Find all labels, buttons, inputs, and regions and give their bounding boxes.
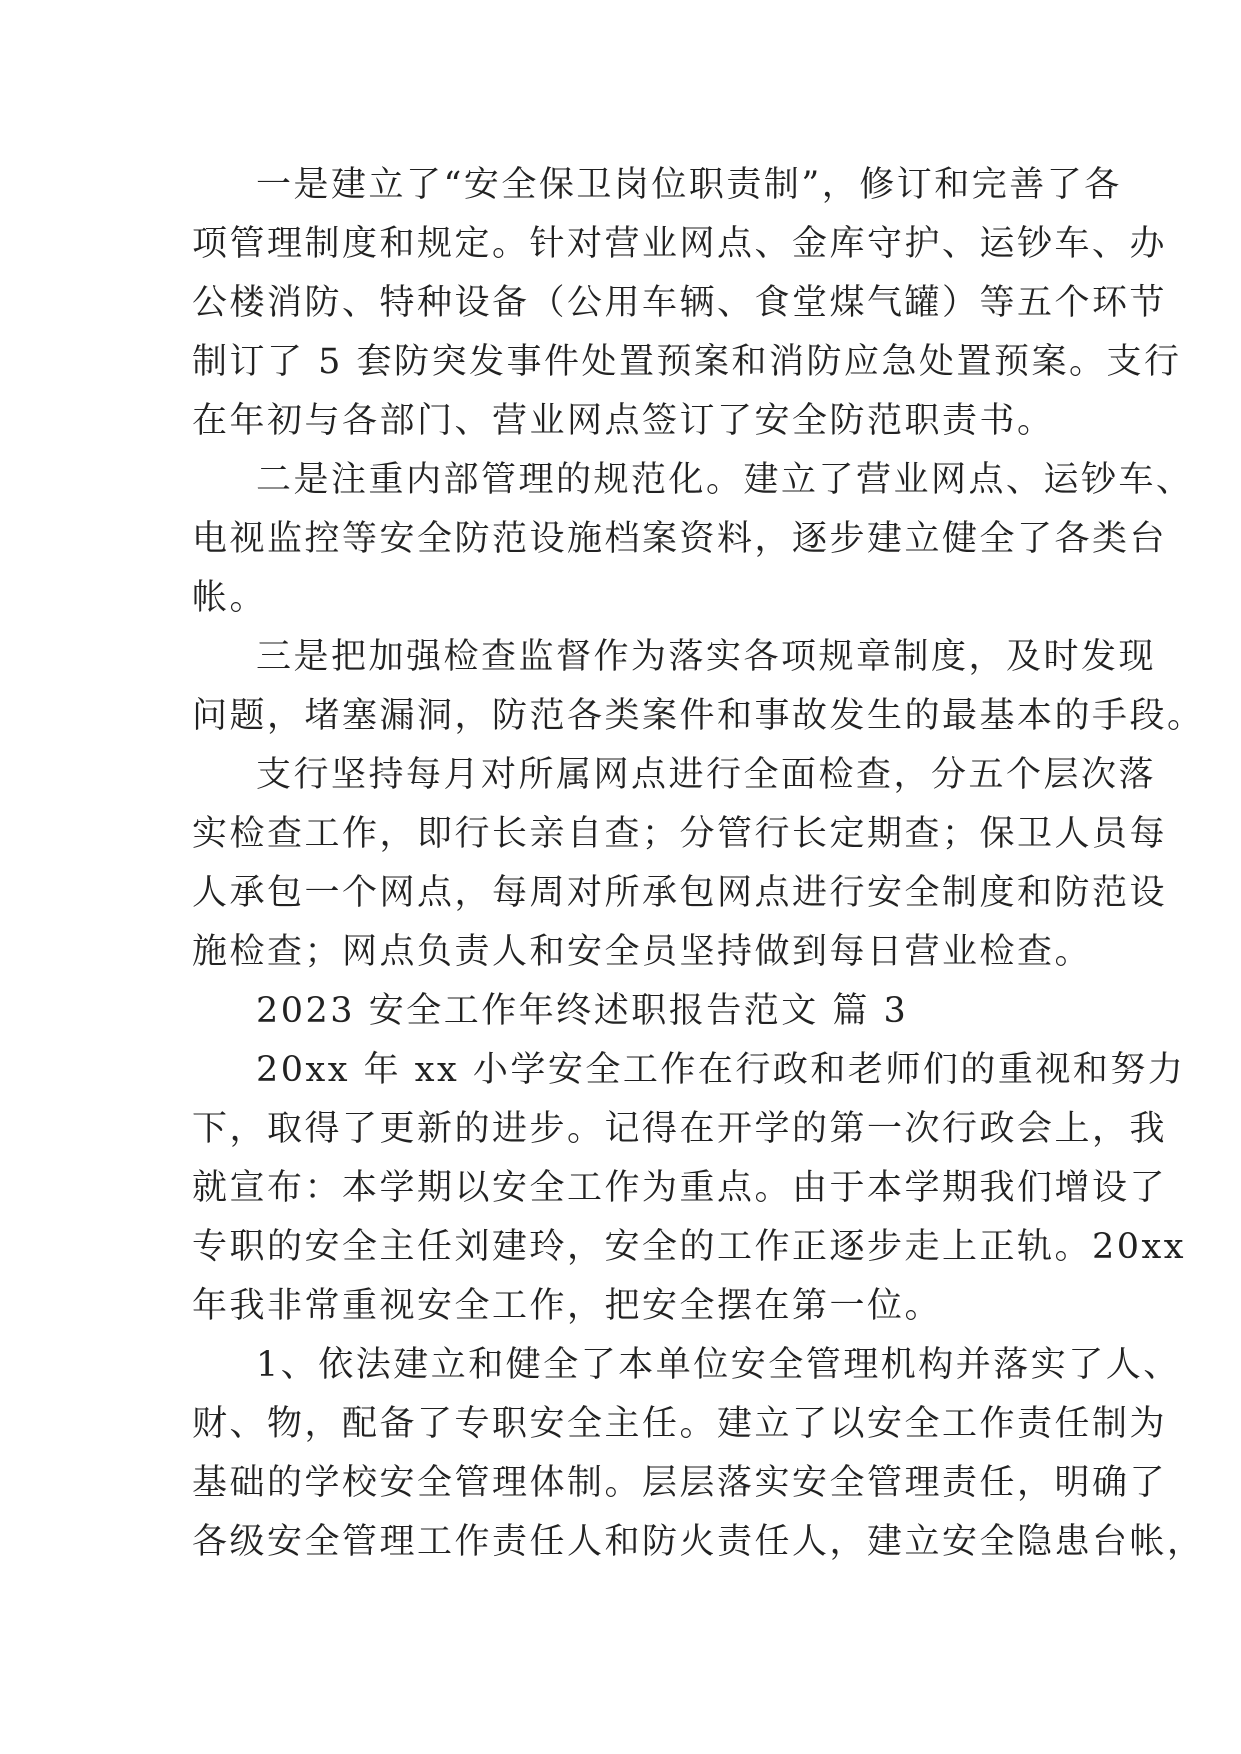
- text-line: 二是注重内部管理的规范化。建立了营业网点、运钞车、: [256, 460, 1194, 500]
- text-line: 基础的学校安全管理体制。层层落实安全管理责任，明确了: [192, 1463, 1168, 1503]
- paragraph-monthly-inspection: [192, 746, 1168, 982]
- paragraph-inspection-supervision: [192, 628, 1205, 746]
- text-line: 就宣布：本学期以安全工作为重点。由于本学期我们增设了: [192, 1168, 1168, 1208]
- section-heading-text: 2023 安全工作年终述职报告范文 篇 3: [256, 991, 909, 1031]
- text-line: 财、物，配备了专职安全主任。建立了以安全工作责任制为: [192, 1404, 1168, 1444]
- text-line: 三是把加强检查监督作为落实各项规章制度，及时发现: [256, 637, 1157, 677]
- section-heading: [192, 982, 1052, 1041]
- text-line: 年我非常重视安全工作，把安全摆在第一位。: [192, 1286, 943, 1326]
- text-line: 1、依法建立和健全了本单位安全管理机构并落实了人、: [256, 1345, 1181, 1385]
- text-line: 一是建立了“安全保卫岗位职责制”，修订和完善了各: [256, 165, 1122, 205]
- paragraph-internal-management: [192, 451, 1194, 628]
- text-line: 各级安全管理工作责任人和防火责任人，建立安全隐患台帐，: [192, 1522, 1205, 1562]
- text-line: 电视监控等安全防范设施档案资料，逐步建立健全了各类台: [192, 519, 1168, 559]
- paragraph-school-safety-intro: [192, 1041, 1187, 1336]
- text-line: 公楼消防、特种设备（公用车辆、食堂煤气罐）等五个环节: [192, 283, 1168, 323]
- paragraph-security-responsibility: [192, 156, 1182, 451]
- text-line: 问题，堵塞漏洞，防范各类案件和事故发生的最基本的手段。: [192, 696, 1205, 736]
- text-line: 20xx 年 xx 小学安全工作在行政和老师们的重视和努力: [256, 1050, 1186, 1090]
- text-line: 专职的安全主任刘建玲，安全的工作正逐步走上正轨。20xx: [192, 1227, 1187, 1267]
- text-line: 帐。: [192, 578, 268, 618]
- text-line: 制订了 5 套防突发事件处置预案和消防应急处置预案。支行: [192, 342, 1182, 382]
- text-line: 施检查；网点负责人和安全员坚持做到每日营业检查。: [192, 932, 1093, 972]
- text-line: 实检查工作，即行长亲自查；分管行长定期查；保卫人员每: [192, 814, 1168, 854]
- text-line: 下，取得了更新的进步。记得在开学的第一次行政会上，我: [192, 1109, 1168, 1149]
- paragraph-safety-management-structure: [192, 1336, 1205, 1572]
- text-line: 在年初与各部门、营业网点签订了安全防范职责书。: [192, 401, 1055, 441]
- text-line: 支行坚持每月对所属网点进行全面检查，分五个层次落: [256, 755, 1157, 795]
- text-line: 人承包一个网点，每周对所承包网点进行安全制度和防范设: [192, 873, 1168, 913]
- document-body: [192, 156, 1205, 1572]
- text-line: 项管理制度和规定。针对营业网点、金库守护、运钞车、办: [192, 224, 1168, 264]
